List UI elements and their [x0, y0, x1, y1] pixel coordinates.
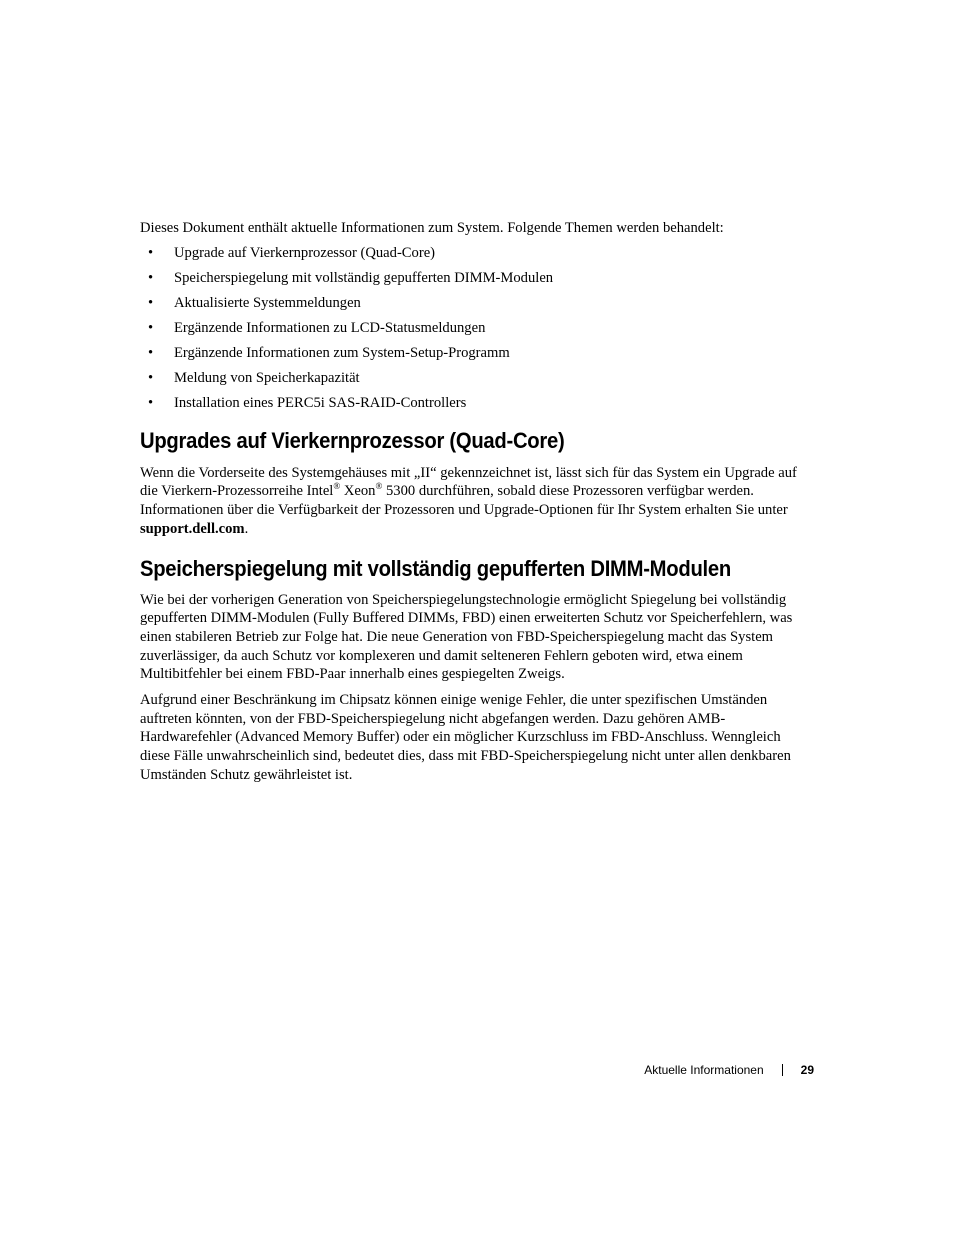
- footer-section-title: Aktuelle Informationen: [644, 1063, 764, 1077]
- list-item: [140, 269, 812, 294]
- list-item: [140, 344, 812, 369]
- bullet-icon: •: [148, 244, 154, 261]
- page-number: 29: [800, 1063, 814, 1077]
- bullet-icon: •: [148, 294, 154, 311]
- list-item-text: Aktualisierte Systemmeldungen: [174, 294, 361, 311]
- document-page: [140, 219, 812, 785]
- text-span: Wenn die Vorderseite des Systemgehäuses mit „II“ gekennzeichnet ist, lässt sich für das System ein Upgrade auf die Vierkern-Prozessorreihe Intel: [140, 464, 797, 500]
- list-item-text: Installation eines PERC5i SAS-RAID-Controllers: [174, 394, 467, 411]
- list-item-text: Ergänzende Informationen zu LCD-Statusmeldungen: [174, 319, 486, 336]
- bullet-icon: •: [148, 319, 154, 336]
- list-item: [140, 319, 812, 344]
- list-item: [140, 369, 812, 394]
- list-item-text: Meldung von Speicherkapazität: [174, 369, 360, 386]
- memory-mirroring-paragraph-1: Wie bei der vorherigen Generation von Speicherspiegelungstechnologie ermöglicht Spiegelung bei vollständig gepufferten DIMM-Modulen (Fully Buffered DIMMs, FBD) einen erweiterten Schutz vor Speicherfehlern, was einen stabileren Betrieb zur Folge hat. Die neue Generation von FBD-Speicherspiegelung macht das System zuverlässiger, da auch Schutz vor komplexeren und damit selteneren Fehlern geboten wird, etwa einem Multibitfehler bei einem FBD-Paar innerhalb eines gespiegelten Zweigs.: [140, 591, 793, 683]
- section-heading-quad-core: Upgrades auf Vierkernprozessor (Quad-Core): [140, 427, 565, 453]
- registered-mark: ®: [333, 481, 341, 492]
- list-item: [140, 294, 812, 319]
- bullet-icon: •: [148, 344, 154, 361]
- section-heading-memory-mirroring: Speicherspiegelung mit vollständig gepufferten DIMM-Modulen: [140, 555, 731, 581]
- memory-mirroring-paragraph-2: Aufgrund einer Beschränkung im Chipsatz können einige wenige Fehler, die unter spezifischen Umständen auftreten könnten, von der FBD-Speicherspiegelung nicht abgefangen werden. Dazu gehören AMB-Hardwarefehler (Advanced Memory Buffer) oder ein möglicher Kurzschluss im FBD-Anschluss. Wenngleich diese Fälle unwahrscheinlich sind, bedeutet dies, dass mit FBD-Speicherspiegelung nicht unter allen denkbaren Umständen Schutz gewährleistet ist.: [140, 692, 791, 783]
- text-span: .: [244, 520, 249, 537]
- text-span: 5300 durchführen, sobald diese Prozessoren verfügbar werden. Informationen über die Verfügbarkeit der Prozessoren und Upgrade-Optionen für Ihr System erhalten Sie unter: [140, 483, 788, 519]
- bullet-icon: •: [148, 269, 154, 286]
- intro-paragraph: Dieses Dokument enthält aktuelle Informationen zum System. Folgende Themen werden behandelt:: [140, 220, 724, 236]
- quad-core-paragraph: [140, 464, 812, 539]
- list-item-text: Ergänzende Informationen zum System-Setup-Programm: [174, 344, 510, 361]
- bullet-icon: •: [148, 394, 154, 411]
- list-item-text: Speicherspiegelung mit vollständig gepufferten DIMM-Modulen: [174, 269, 554, 286]
- list-item-text: Upgrade auf Vierkernprozessor (Quad-Core): [174, 244, 436, 261]
- bullet-icon: •: [148, 369, 154, 386]
- registered-mark: ®: [375, 481, 383, 492]
- list-item: [140, 244, 812, 269]
- text-span: Xeon: [340, 483, 376, 500]
- page-footer: [644, 1062, 814, 1078]
- list-item: [140, 394, 812, 419]
- footer-divider: [782, 1064, 783, 1076]
- support-link[interactable]: support.dell.com: [140, 520, 245, 537]
- topic-list: [140, 244, 812, 419]
